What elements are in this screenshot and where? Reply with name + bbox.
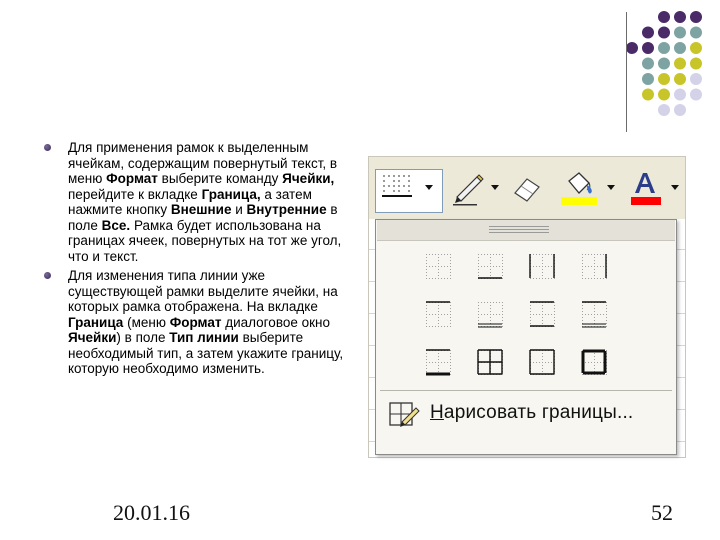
bullet-text [68, 268, 343, 376]
decorative-dot [642, 89, 654, 101]
decorative-dot [690, 73, 702, 85]
fill-color-icon[interactable] [559, 169, 629, 209]
bullet-text-bold: Ячейки, [282, 171, 335, 186]
decorative-dot [690, 27, 702, 39]
draw-borders-label: Нарисовать границы... [430, 402, 634, 423]
bullet-text-run: и [231, 202, 247, 217]
bullet-text-bold: Внешние [170, 202, 232, 217]
thick-box-border-icon[interactable] [580, 348, 608, 376]
bullet-item-borders-rotated-text [40, 140, 360, 264]
decorative-dot [690, 58, 702, 70]
formatting-toolbar [369, 157, 685, 219]
slide-page-number: 52 [651, 500, 673, 525]
top-double-bottom-border-icon[interactable] [580, 300, 608, 328]
bullet-text-run: а затем нажмите кнопку [68, 186, 312, 217]
decorative-dot [626, 42, 638, 54]
menu-drag-handle[interactable] [377, 220, 675, 241]
no-border-icon[interactable] [424, 252, 452, 280]
top-thick-bottom-border-icon[interactable] [424, 348, 452, 376]
top-border-icon[interactable] [424, 300, 452, 328]
decorative-dot [674, 89, 686, 101]
toolbar-screenshot [368, 156, 686, 458]
bullet-text-bold: Все. [101, 217, 131, 233]
bullet-text-run: Для применения рамок к выделенным ячейкам, содержащим повернутый текст, в меню [68, 140, 338, 186]
bottom-double-border-icon[interactable] [476, 300, 504, 328]
right-border-icon[interactable] [580, 252, 608, 280]
draw-border-pencil-icon[interactable] [451, 169, 507, 209]
decorative-dot [674, 27, 686, 39]
bullet-text-bold: Граница, [201, 186, 261, 202]
decorative-dot [658, 73, 670, 85]
decorative-dot [690, 42, 702, 54]
decorative-dot [642, 58, 654, 70]
bullet-item-change-line-type [40, 268, 360, 377]
decorative-dot [658, 27, 670, 39]
decorative-dot [658, 104, 670, 116]
decorative-dot [674, 73, 686, 85]
bullet-text-run: ) в поле [116, 330, 170, 345]
bullet-icon [44, 144, 51, 151]
decorative-dot [642, 42, 654, 54]
bullet-text-run: диалоговое окно [221, 314, 330, 330]
decorative-divider-line [626, 12, 627, 132]
decorative-dot [658, 11, 670, 23]
eraser-icon[interactable] [509, 169, 555, 209]
decorative-dot [642, 27, 654, 39]
decorative-dot [658, 58, 670, 70]
borders-dropdown-menu [375, 219, 677, 455]
bullet-text-bold: Граница [68, 314, 124, 330]
left-right-border-icon[interactable] [528, 252, 556, 280]
decorative-dot [690, 89, 702, 101]
font-color-icon[interactable] [629, 169, 685, 209]
bullet-text-run: выберите необходимый тип, а затем укажите границу, которую необходимо изменить. [68, 330, 344, 376]
bottom-border-icon[interactable] [476, 252, 504, 280]
outside-borders-icon[interactable] [528, 348, 556, 376]
draw-borders-icon [388, 400, 422, 428]
bullet-text-run: Рамка будет использована на границах ячеек, повернутых на тот же угол, что и текст. [68, 217, 342, 264]
bullet-list [40, 140, 360, 381]
decorative-dot [642, 73, 654, 85]
bullet-text-bold: Формат [169, 314, 222, 330]
bullet-text-run: в поле [68, 202, 338, 233]
slide-date: 20.01.16 [113, 500, 190, 525]
decorative-dot [658, 89, 670, 101]
borders-icon [379, 169, 441, 209]
bullet-text [68, 140, 341, 264]
decorative-dot [658, 42, 670, 54]
all-borders-icon[interactable] [476, 348, 504, 376]
fill-color-swatch [561, 197, 597, 205]
decorative-dot-grid [0, 0, 720, 140]
font-color-swatch [631, 197, 661, 205]
decorative-dot [674, 42, 686, 54]
bullet-text-run: выберите команду [157, 171, 283, 186]
decorative-dot [674, 58, 686, 70]
bullet-text-bold: Формат [106, 171, 158, 186]
bullet-text-bold: Тип линии [169, 330, 239, 345]
bullet-text-run: (меню [123, 314, 170, 330]
bullet-text-run: Для изменения типа линии уже существующей рамки выделите ячейки, на которых рамка отображена. На вкладке [68, 268, 338, 314]
decorative-dot [674, 11, 686, 23]
decorative-dot [690, 11, 702, 23]
bullet-icon [44, 272, 51, 279]
menu-separator [380, 390, 672, 391]
bullet-text-bold: Ячейки [68, 330, 117, 345]
decorative-dot [674, 104, 686, 116]
draw-borders-menu-item[interactable] [384, 398, 670, 428]
top-bottom-border-icon[interactable] [528, 300, 556, 328]
bullet-text-run: перейдите к вкладке [68, 186, 202, 202]
bullet-text-bold: Внутренние [246, 202, 327, 217]
